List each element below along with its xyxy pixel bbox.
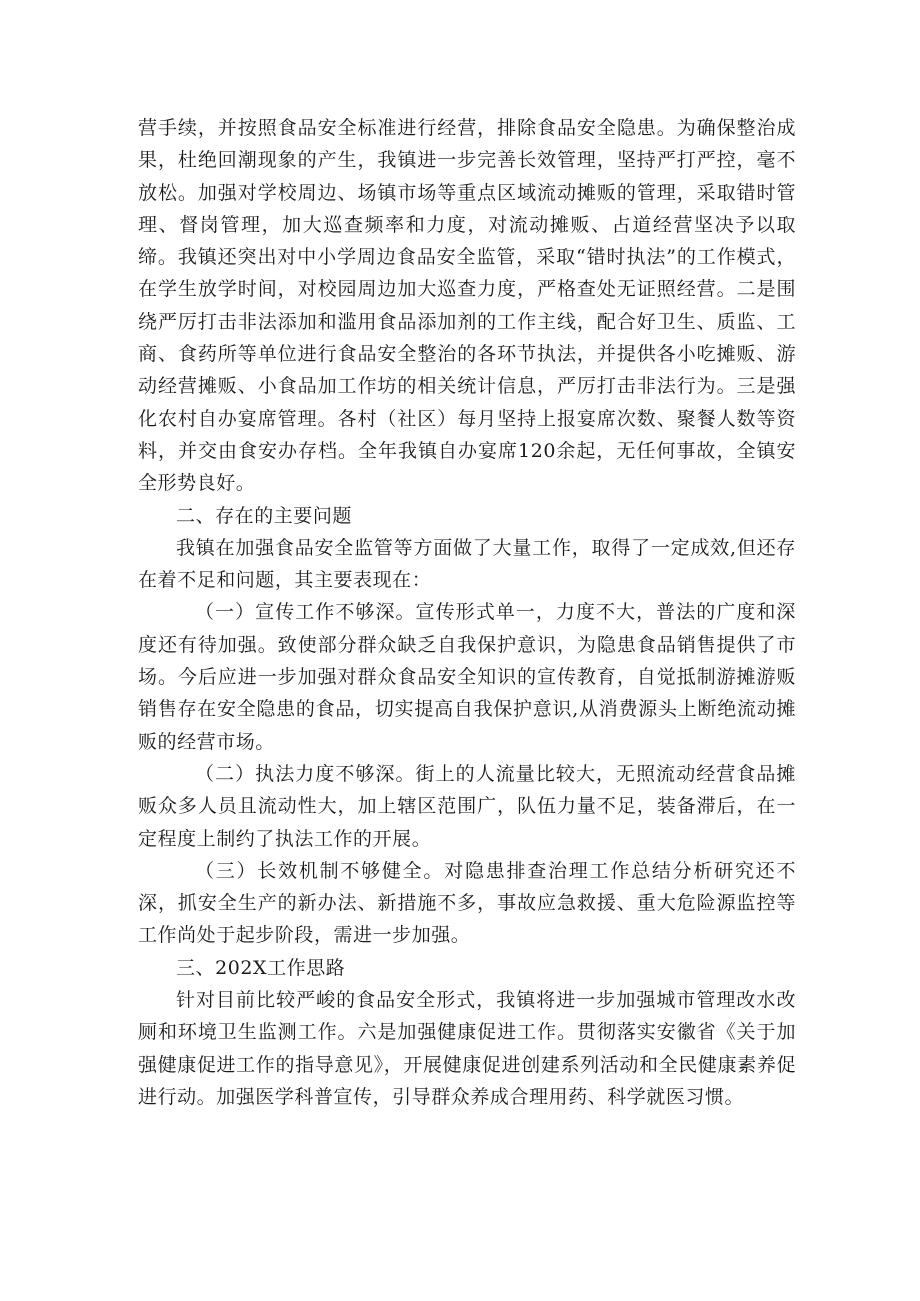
paragraph-mechanism-insufficient: （三）长效机制不够健全。对隐患排查治理工作总结分析研究还不深，抓安全生产的新办法、新措施不多，事故应急救援、重大危险源监控等工作尚处于起步阶段，需进一步加强。 <box>138 859 796 947</box>
paragraph-problems-intro: 我镇在加强食品安全监管等方面做了大量工作，取得了一定成效,但还存在着不足和问题，其主要表现在： <box>138 536 796 592</box>
section-heading-main-problems: 二、存在的主要问题 <box>176 504 352 527</box>
paragraph-food-safety-rectification: 营手续，并按照食品安全标准进行经营，排除食品安全隐患。为确保整治成果，杜绝回潮现象的产生，我镇进一步完善长效管理，坚持严打严控，毫不放松。加强对学校周边、场镇市场等重点区域流动摊贩的管理，采取错时管理、督岗管理，加大巡查频率和力度，对流动摊贩、占道经营坚决予以取缔。我镇还突出对中小学周边食品安全监管，采取“错时执法”的工作模式，在学生放学时间，对校园周边加大巡查力度，严格查处无证照经营。二是围绕严厉打击非法添加和滥用食品添加剂的工作主线，配合好卫生、质监、工商、食药所等单位进行食品安全整治的各环节执法，并提供各小吃摊贩、游动经营摊贩、小食品加工作坊的相关统计信息，严厉打击非法行为。三是强化农村自办宴席管理。各村（社区）每月坚持上报宴席次数、聚餐人数等资料，并交由食安办存档。全年我镇自办宴席120余起，无任何事故，全镇安全形势良好。 <box>138 117 796 495</box>
section-heading-work-plan: 三、202X工作思路 <box>176 956 346 979</box>
paragraph-enforcement-insufficient: （二）执法力度不够深。街上的人流量比较大，无照流动经营食品摊贩众多人员且流动性大，加上辖区范围广，队伍力量不足，装备滞后，在一定程度上制约了执法工作的开展。 <box>138 762 796 850</box>
paragraph-work-plan: 针对目前比较严峻的食品安全形式，我镇将进一步加强城市管理改水改厕和环境卫生监测工作。六是加强健康促进工作。贯彻落实安徽省《关于加强健康促进工作的指导意见》，开展健康促进创建系列活动和全民健康素养促进行动。加强医学科普宣传，引导群众养成合理用药、科学就医习惯。 <box>138 989 796 1108</box>
paragraph-publicity-insufficient: （一）宣传工作不够深。宣传形式单一，力度不大，普法的广度和深度还有待加强。致使部分群众缺乏自我保护意识，为隐患食品销售提供了市场。今后应进一步加强对群众食品安全知识的宣传教育，自觉抵制游摊游贩销售存在安全隐患的食品，切实提高自我保护意识,从消费源头上断绝流动摊贩的经营市场。 <box>138 601 796 753</box>
